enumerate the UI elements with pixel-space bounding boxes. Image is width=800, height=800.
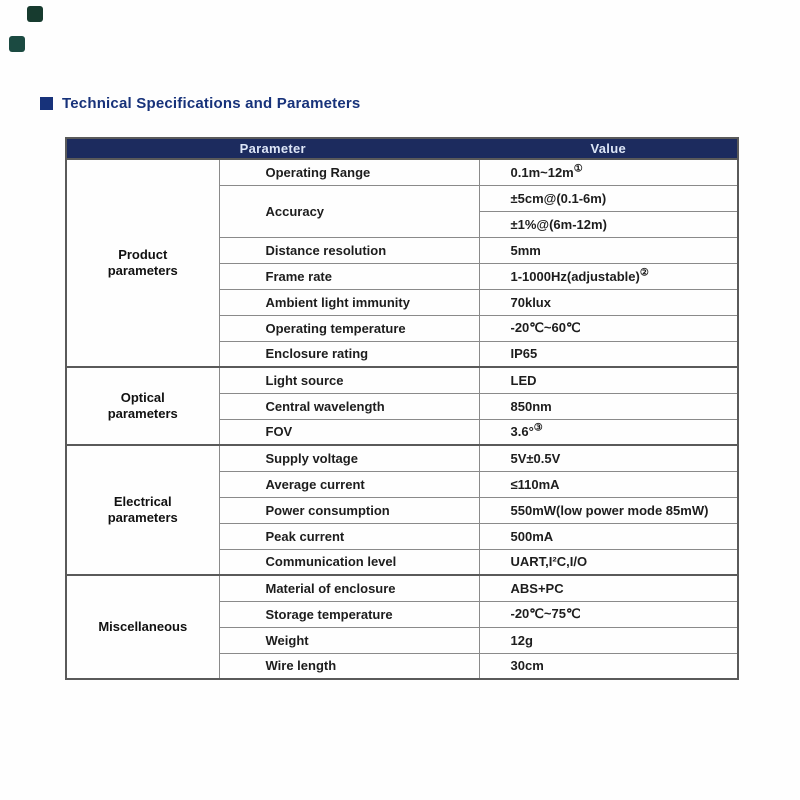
param-label: Peak current <box>219 523 479 549</box>
param-value: ±1%@(6m-12m) <box>479 211 738 237</box>
title-bullet-icon <box>40 97 53 110</box>
param-label: Average current <box>219 471 479 497</box>
param-label: Distance resolution <box>219 237 479 263</box>
table-row <box>66 159 738 185</box>
param-label: Accuracy <box>219 185 479 237</box>
param-value: 30cm <box>479 653 738 679</box>
param-value: ±5cm@(0.1-6m) <box>479 185 738 211</box>
param-label: Wire length <box>219 653 479 679</box>
param-value: -20℃~75℃ <box>479 601 738 627</box>
param-label: Operating Range <box>219 159 479 185</box>
param-label: Frame rate <box>219 263 479 289</box>
param-label: Enclosure rating <box>219 341 479 367</box>
param-value: 550mW(low power mode 85mW) <box>479 497 738 523</box>
param-label: Light source <box>219 367 479 393</box>
param-value: IP65 <box>479 341 738 367</box>
param-value: 70klux <box>479 289 738 315</box>
table-row <box>66 445 738 471</box>
table-row <box>66 575 738 601</box>
table-row <box>66 367 738 393</box>
spec-table-body <box>66 159 738 679</box>
param-value: 0.1m~12m① <box>479 159 738 185</box>
param-value: ABS+PC <box>479 575 738 601</box>
param-label: Ambient light immunity <box>219 289 479 315</box>
param-label: FOV <box>219 419 479 445</box>
decor-square-icon <box>9 36 25 52</box>
param-value: 3.6°③ <box>479 419 738 445</box>
col-header-parameter: Parameter <box>66 138 479 159</box>
param-label: Power consumption <box>219 497 479 523</box>
param-value: 850nm <box>479 393 738 419</box>
param-label: Operating temperature <box>219 315 479 341</box>
param-value: -20℃~60℃ <box>479 315 738 341</box>
param-value: ≤110mA <box>479 471 738 497</box>
param-value: UART,I²C,I/O <box>479 549 738 575</box>
group-label: Optical parameters <box>66 367 219 445</box>
param-label: Weight <box>219 627 479 653</box>
param-value: 12g <box>479 627 738 653</box>
decor-square-icon <box>27 6 43 22</box>
param-value: LED <box>479 367 738 393</box>
param-label: Communication level <box>219 549 479 575</box>
param-label: Storage temperature <box>219 601 479 627</box>
param-value: 1-1000Hz(adjustable)② <box>479 263 738 289</box>
param-label: Material of enclosure <box>219 575 479 601</box>
param-label: Supply voltage <box>219 445 479 471</box>
group-label: Product parameters <box>66 159 219 367</box>
spec-table <box>65 137 739 680</box>
spec-table-container <box>65 137 739 680</box>
header-row <box>66 138 738 159</box>
group-label: Electrical parameters <box>66 445 219 575</box>
col-header-value: Value <box>479 138 738 159</box>
param-value: 5V±0.5V <box>479 445 738 471</box>
page-title: Technical Specifications and Parameters <box>62 95 361 112</box>
param-label: Central wavelength <box>219 393 479 419</box>
param-value: 500mA <box>479 523 738 549</box>
section-title-row <box>40 95 360 112</box>
param-value: 5mm <box>479 237 738 263</box>
group-label: Miscellaneous <box>66 575 219 679</box>
